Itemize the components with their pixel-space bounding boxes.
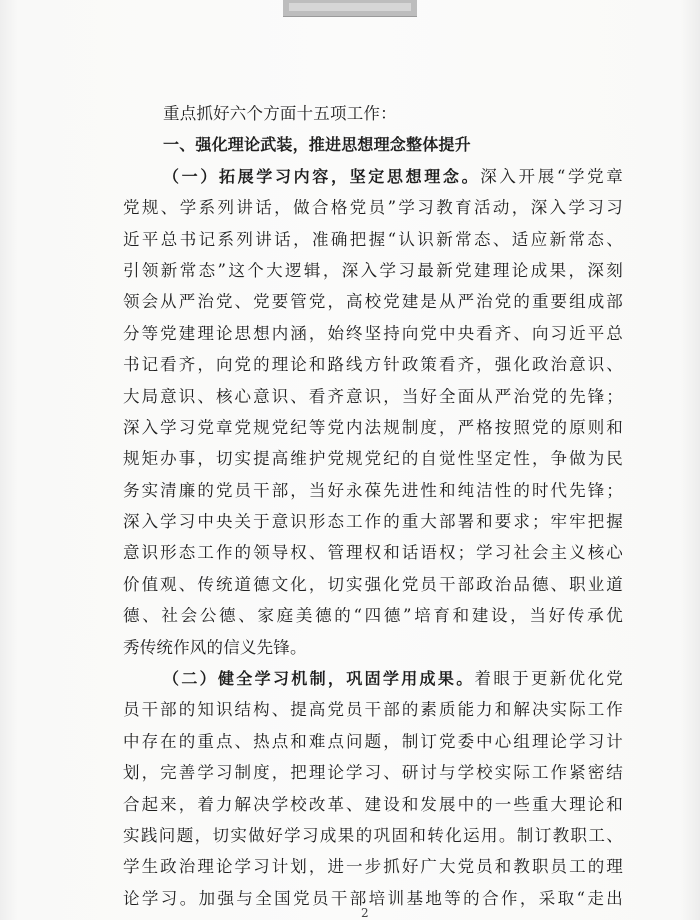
para1-line: 秀传统作风的信义先锋。 — [123, 637, 307, 657]
scan-artifact-inner — [289, 3, 411, 11]
para1-line: 书记看齐，向党的理论和路线方针政策看齐，强化政治意识、 — [123, 355, 623, 375]
page-number: 2 — [361, 906, 369, 920]
para1-line: 规矩办事，切实提高维护党规党纪的自觉性坚定性，争做为民 — [123, 449, 623, 469]
para1-line: 分等党建理论思想内涵，始终坚持向党中央看齐、向习近平总 — [123, 323, 623, 343]
para2-line: 划，完善学习制度，把理论学习、研讨与学校实际工作紧密结 — [123, 763, 623, 783]
para1-line: 意识形态工作的领导权、管理权和话语权；学习社会主义核心 — [123, 543, 623, 563]
para2-line: 员干部的知识结构、提高党员干部的素质能力和解决实际工作 — [123, 700, 623, 720]
intro-line: 重点抓好六个方面十五项工作： — [163, 104, 397, 123]
para2-title: （二）健全学习机制，巩固学用成果。 — [163, 669, 475, 689]
para2-line: 论学习。加强与全国党员干部培训基地等的合作，采取“走出 — [123, 888, 623, 908]
para2-line: 中存在的重点、热点和难点问题，制订党委中心组理论学习计 — [123, 731, 623, 751]
scan-artifact — [283, 0, 417, 17]
para1-first-rest: 深入开展“学党章 — [480, 166, 623, 186]
para1-line: 近平总书记系列讲话，准确把握“认识新常态、适应新常态、 — [123, 229, 623, 249]
para1-title: （一）拓展学习内容，坚定思想理念。 — [163, 166, 481, 186]
para1-line: 价值观、传统道德文化，切实强化党员干部政治品德、职业道 — [123, 574, 623, 594]
para2-first-line — [123, 663, 623, 694]
para1-line: 德、社会公德、家庭美德的“四德”培育和建设，当好传承优 — [123, 606, 623, 626]
para1-line: 深入学习中央关于意识形态工作的重大部署和要求；牢牢把握 — [123, 512, 623, 532]
para1-line: 引领新常态”这个大逻辑，深入学习最新党建理论成果，深刻 — [123, 260, 623, 280]
para1-first-line — [123, 161, 623, 192]
section-heading: 一、强化理论武装，推进思想理念整体提升 — [163, 135, 471, 155]
para2-first-rest: 着眼于更新优化党 — [474, 669, 623, 689]
para1-line: 领会从严治党、党要管党，高校党建是从严治党的重要组成部 — [123, 292, 623, 312]
para2-line: 合起来，着力解决学校改革、建设和发展中的一些重大理论和 — [123, 794, 623, 814]
document-body — [123, 98, 623, 914]
para1-line: 党规、学系列讲话，做合格党员”学习教育活动，深入学习习 — [123, 198, 623, 218]
para2-line: 学生政治理论学习计划，进一步抓好广大党员和教职员工的理 — [123, 857, 623, 877]
para1-line: 大局意识、核心意识、看齐意识，当好全面从严治党的先锋； — [123, 386, 623, 406]
para1-line: 深入学习党章党规党纪等党内法规制度，严格按照党的原则和 — [123, 417, 623, 437]
para2-line: 实践问题，切实做好学习成果的巩固和转化运用。制订教职工、 — [123, 825, 623, 845]
para1-line: 务实清廉的党员干部，当好永葆先进性和纯洁性的时代先锋； — [123, 480, 623, 500]
